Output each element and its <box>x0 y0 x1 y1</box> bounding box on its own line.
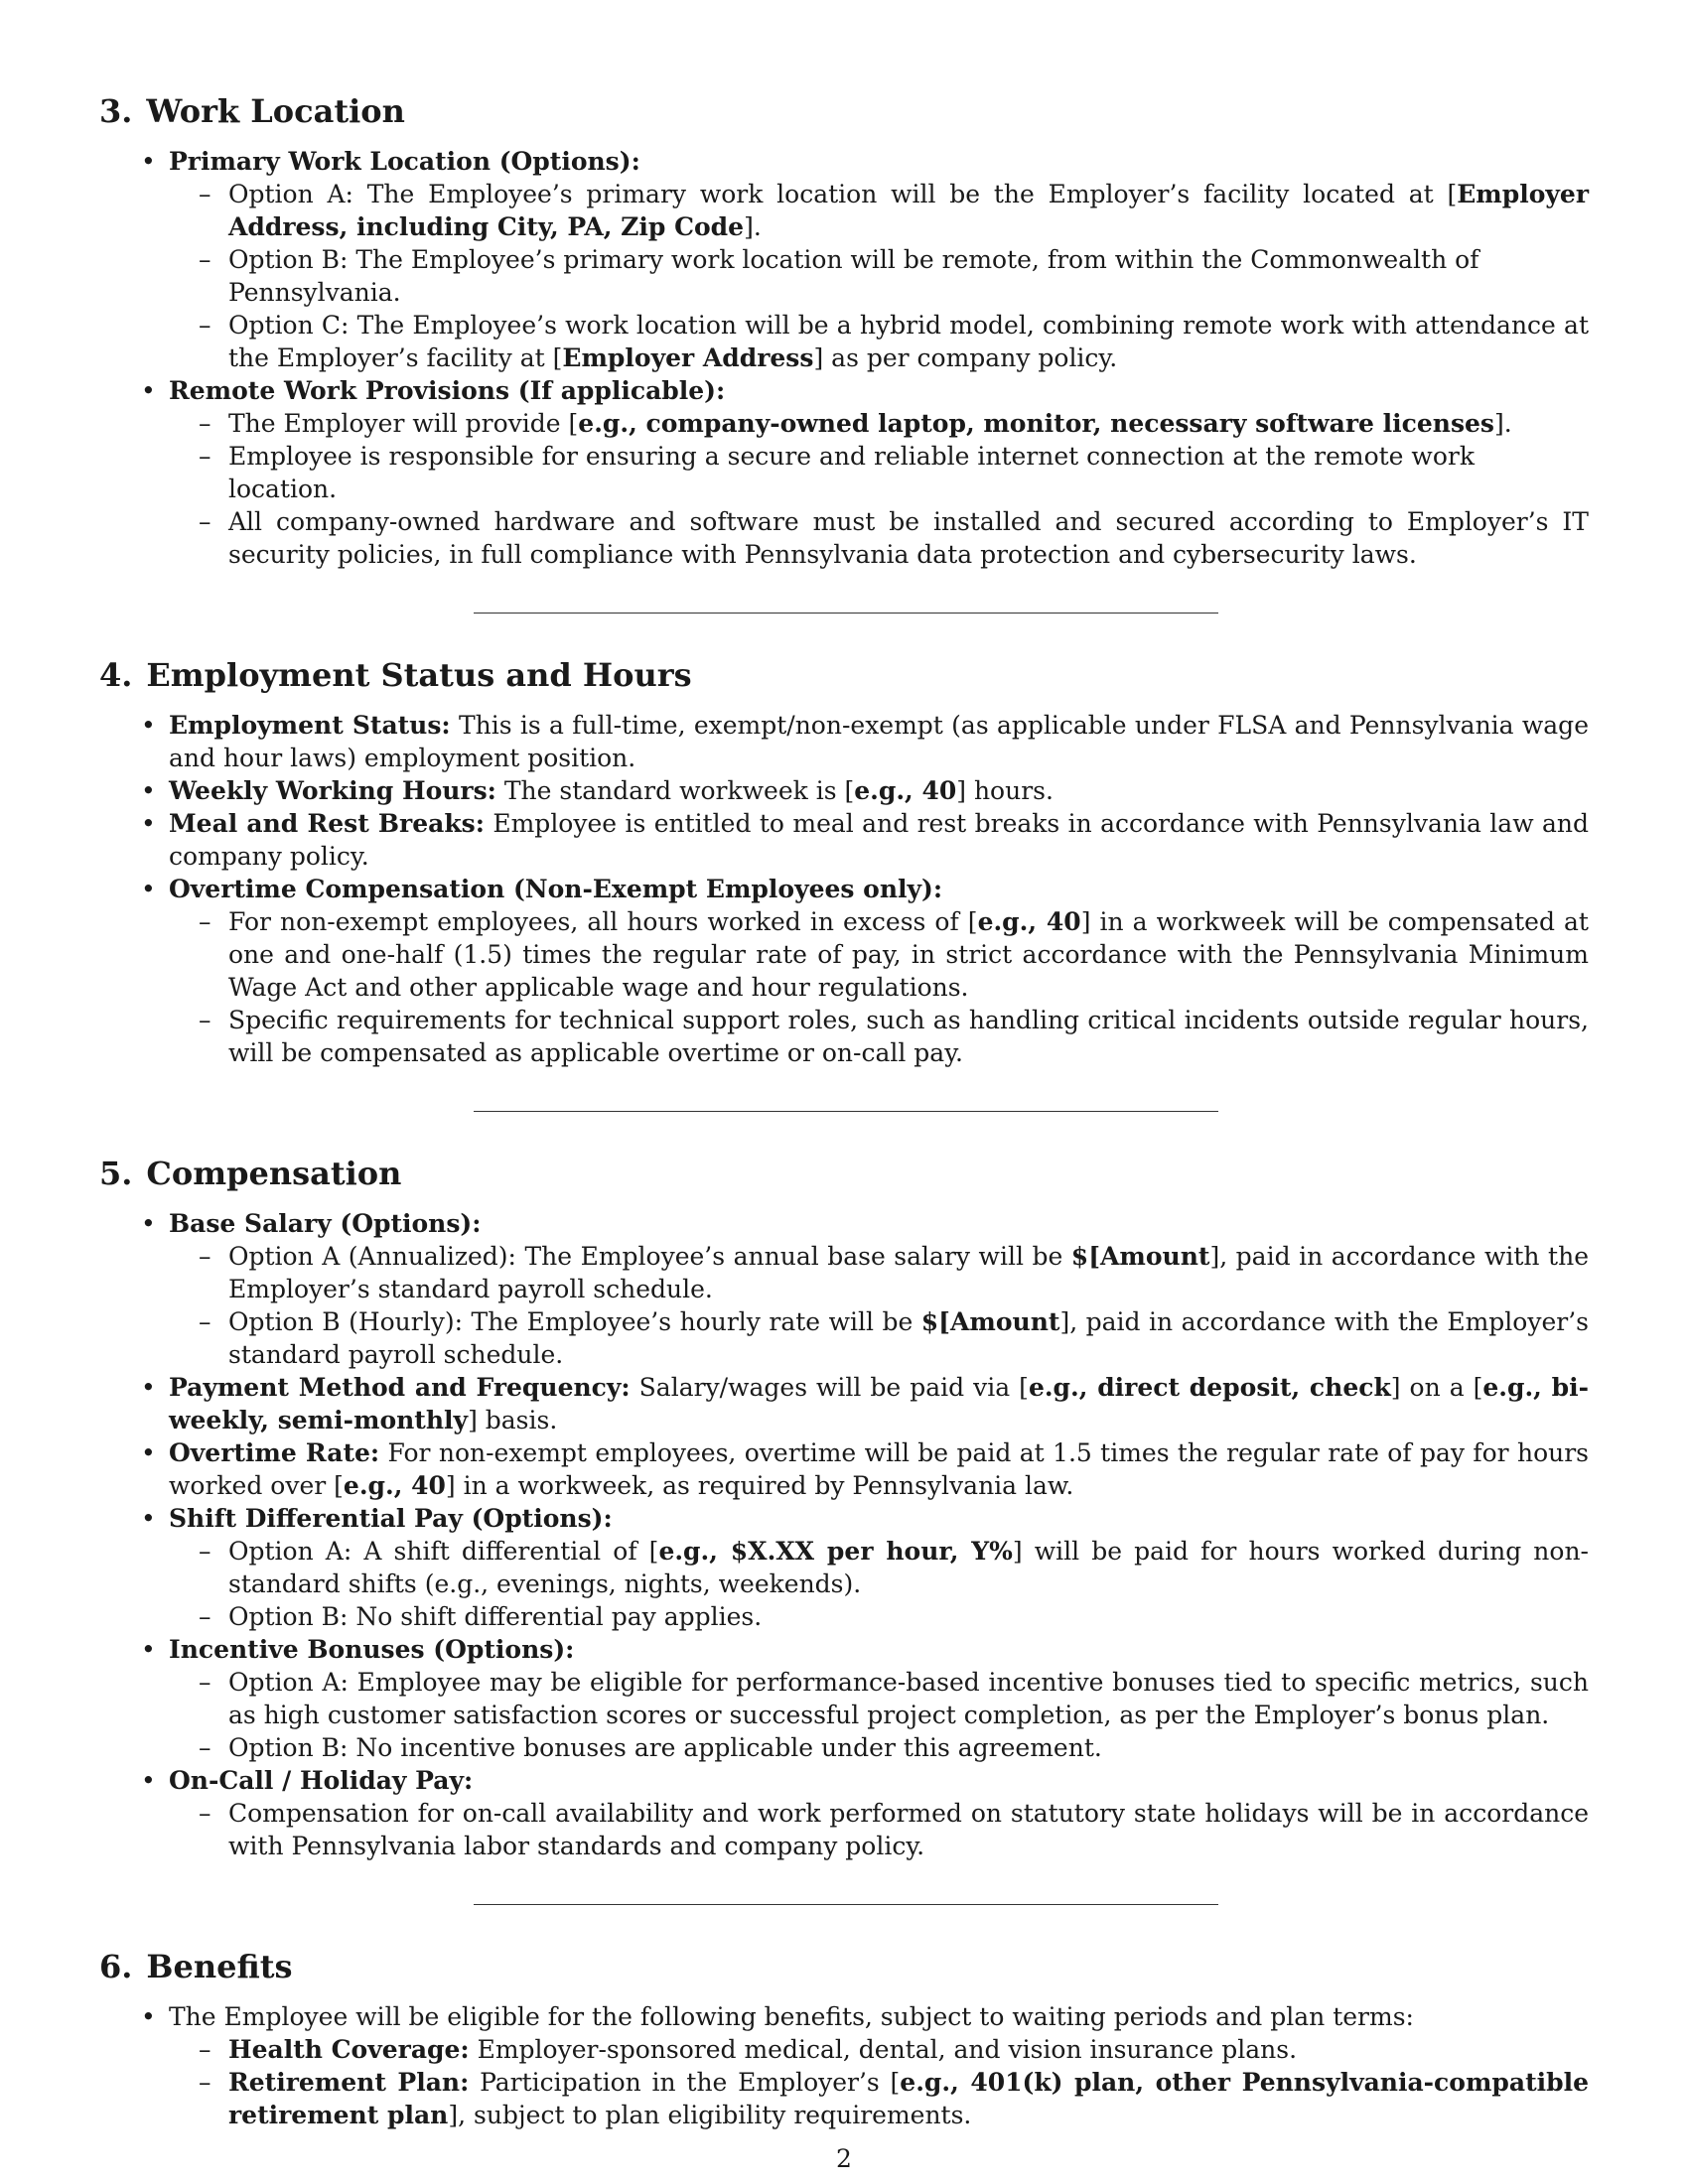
sub-list-item: – Option B (Hourly): The Employee’s hourly rate will be $[Amount], paid in accordance with the Employer’s standard payroll schedule. <box>228 1305 1589 1371</box>
list-item: • The Employee will be eligible for the following benefits, subject to waiting periods and plan terms: – Health Coverage: Employer-sponsored medical, dental, and vision insurance plans. – Retirement Plan: Participation in the Employer’s [e.g., 401(k) plan, other Pennsylvania-compatible retirement plan], subject to plan eligibility requirements. <box>169 2000 1589 2131</box>
sub-list-item: – Option B: No incentive bonuses are applicable under this agreement. <box>228 1731 1589 1764</box>
list-item: • Shift Differential Pay (Options): – Option A: A shift differential of [e.g., $X.XX per hour, Y%] will be paid for hours worked during non-standard shifts (e.g., evenings, nights, weekends). – Option B: No shift differential pay applies. <box>169 1502 1589 1633</box>
bullet-list <box>99 1207 1589 1862</box>
list-item: • Weekly Working Hours: The standard workweek is [e.g., 40] hours. <box>169 774 1589 807</box>
section-work-location <box>99 91 1589 571</box>
list-item: • Employment Status: This is a full-time, exempt/non-exempt (as applicable under FLSA and Pennsylvania wage and hour laws) employment position. <box>169 709 1589 774</box>
list-item: • Incentive Bonuses (Options): – Option A: Employee may be eligible for performance-based incentive bonuses tied to specific metrics, such as high customer satisfaction scores or successful project completion, as per the Employer’s bonus plan. – Option B: No incentive bonuses are applicable under this agreement. <box>169 1633 1589 1764</box>
sub-list-item: – Health Coverage: Employer-sponsored medical, dental, and vision insurance plans. <box>228 2033 1589 2066</box>
list-item: • Base Salary (Options): – Option A (Annualized): The Employee’s annual base salary will be $[Amount], paid in accordance with the Employer’s standard payroll schedule. – Option B (Hourly): The Employee’s hourly rate will be $[Amount], paid in accordance with the Employer’s standard payroll schedule. <box>169 1207 1589 1371</box>
section-divider <box>474 1111 1218 1112</box>
sub-list-item: – Option B: No shift differential pay applies. <box>228 1600 1589 1633</box>
sub-list <box>169 1666 1589 1764</box>
section-heading: 4. Employment Status and Hours <box>99 656 692 694</box>
section-divider <box>474 1904 1218 1905</box>
sub-list <box>169 2033 1589 2131</box>
sub-list-item: – Option A: A shift differential of [e.g., $X.XX per hour, Y%] will be paid for hours worked during non-standard shifts (e.g., evenings, nights, weekends). <box>228 1535 1589 1600</box>
sub-list-item: – Specific requirements for technical support roles, such as handling critical incidents outside regular hours, will be compensated as applicable overtime or on-call pay. <box>228 1004 1589 1069</box>
bullet-list <box>99 2000 1589 2131</box>
section-heading: 3. Work Location <box>99 92 405 130</box>
page-number: 2 <box>836 2144 852 2173</box>
sub-list-item: – For non-exempt employees, all hours worked in excess of [e.g., 40] in a workweek will be compensated at one and one-half (1.5) times the regular rate of pay, in strict accordance with the Pennsylvania Minimum Wage Act and other applicable wage and hour regulations. <box>228 905 1589 1004</box>
sub-list-item: – The Employer will provide [e.g., company-owned laptop, monitor, necessary software licenses]. <box>228 407 1589 440</box>
section-employment-status <box>99 655 1589 1069</box>
sub-list <box>169 407 1589 571</box>
sub-list-item: – All company-owned hardware and software must be installed and secured according to Employer’s IT security policies, in full compliance with Pennsylvania data protection and cybersecurity laws. <box>228 505 1589 571</box>
section-heading: 6. Benefits <box>99 1948 293 1985</box>
sub-list-item: – Option A: Employee may be eligible for performance-based incentive bonuses tied to specific metrics, such as high customer satisfaction scores or successful project completion, as per the Employer’s bonus plan. <box>228 1666 1589 1731</box>
sub-list-item: – Option B: The Employee’s primary work location will be remote, from within the Commonwealth of Pennsylvania. <box>228 243 1589 309</box>
list-item: • Meal and Rest Breaks: Employee is entitled to meal and rest breaks in accordance with Pennsylvania law and company policy. <box>169 807 1589 873</box>
list-item: • On-Call / Holiday Pay: – Compensation for on-call availability and work performed on statutory state holidays will be in accordance with Pennsylvania labor standards and company policy. <box>169 1764 1589 1862</box>
sub-list-item: – Option A (Annualized): The Employee’s annual base salary will be $[Amount], paid in accordance with the Employer’s standard payroll schedule. <box>228 1240 1589 1305</box>
list-item: • Primary Work Location (Options): – Option A: The Employee’s primary work location will be the Employer’s facility located at [Employer Address, including City, PA, Zip Code]. – Option B: The Employee’s primary work location will be remote, from within the Commonwealth of Pennsylvania. – Option C: The Employee’s work location will be a hybrid model, combining remote work with attendance at the Employer’s facility at [Employer Address] as per company policy. <box>169 145 1589 374</box>
sub-list-item: – Compensation for on-call availability and work performed on statutory state holidays will be in accordance with Pennsylvania labor standards and company policy. <box>228 1797 1589 1862</box>
sub-list-item: – Option A: The Employee’s primary work location will be the Employer’s facility located at [Employer Address, including City, PA, Zip Code]. <box>228 178 1589 243</box>
bullet-list <box>99 709 1589 1069</box>
sub-list <box>169 905 1589 1069</box>
sub-list <box>169 1240 1589 1371</box>
sub-list-item: – Option C: The Employee’s work location will be a hybrid model, combining remote work with attendance at the Employer’s facility at [Employer Address] as per company policy. <box>228 309 1589 374</box>
list-item: • Payment Method and Frequency: Salary/wages will be paid via [e.g., direct deposit, check] on a [e.g., bi-weekly, semi-monthly] basis. <box>169 1371 1589 1436</box>
section-divider <box>474 613 1218 614</box>
list-item: • Remote Work Provisions (If applicable): – The Employer will provide [e.g., company-owned laptop, monitor, necessary software licenses]. – Employee is responsible for ensuring a secure and reliable internet connection at the remote work location. – All company-owned hardware and software must be installed and secured according to Employer’s IT security policies, in full compliance with Pennsylvania data protection and cybersecurity laws. <box>169 374 1589 571</box>
list-item: • Overtime Rate: For non-exempt employees, overtime will be paid at 1.5 times the regular rate of pay for hours worked over [e.g., 40] in a workweek, as required by Pennsylvania law. <box>169 1436 1589 1502</box>
sub-list-item: – Employee is responsible for ensuring a secure and reliable internet connection at the remote work location. <box>228 440 1589 505</box>
document-page <box>99 91 1589 2131</box>
sub-list <box>169 1797 1589 1862</box>
list-item: • Overtime Compensation (Non-Exempt Employees only): – For non-exempt employees, all hours worked in excess of [e.g., 40] in a workweek will be compensated at one and one-half (1.5) times the regular rate of pay, in strict accordance with the Pennsylvania Minimum Wage Act and other applicable wage and hour regulations. – Specific requirements for technical support roles, such as handling critical incidents outside regular hours, will be compensated as applicable overtime or on-call pay. <box>169 873 1589 1069</box>
section-compensation <box>99 1154 1589 1862</box>
section-heading: 5. Compensation <box>99 1155 402 1192</box>
sub-list-item: – Retirement Plan: Participation in the Employer’s [e.g., 401(k) plan, other Pennsylvania-compatible retirement plan], subject to plan eligibility requirements. <box>228 2066 1589 2131</box>
sub-list <box>169 178 1589 374</box>
bullet-list <box>99 145 1589 571</box>
sub-list <box>169 1535 1589 1633</box>
section-benefits <box>99 1947 1589 2131</box>
